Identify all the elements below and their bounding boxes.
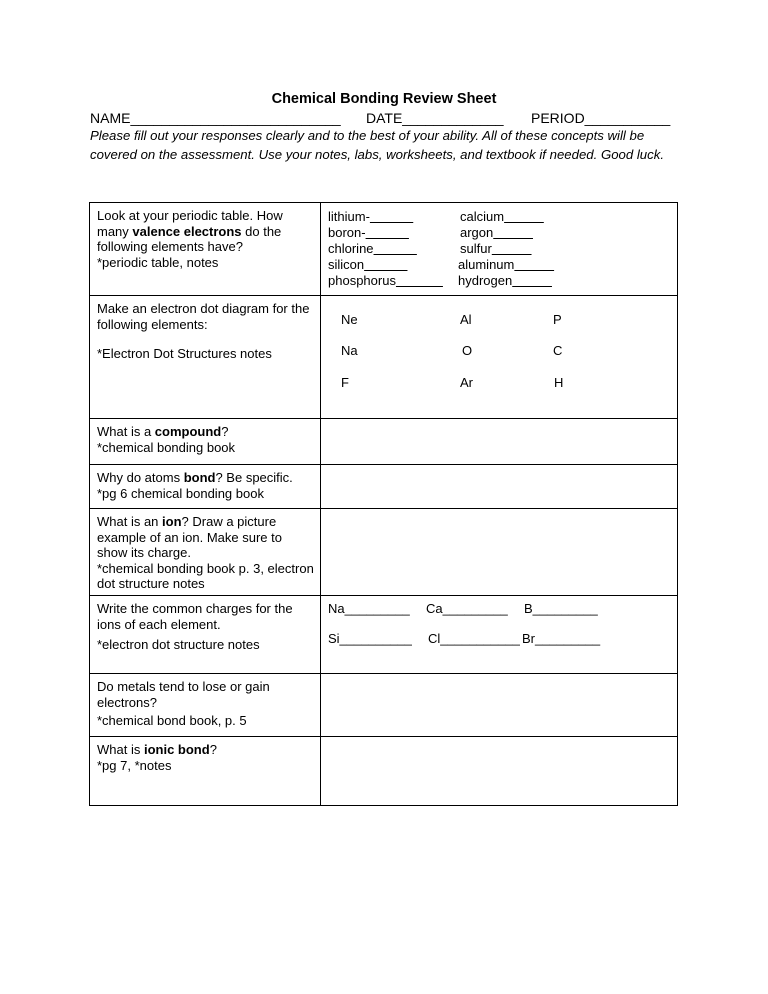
blank-argon[interactable]: argon bbox=[460, 225, 494, 240]
answer-cell[interactable] bbox=[321, 737, 678, 806]
blank-boron[interactable]: boron- bbox=[328, 225, 366, 240]
blank-aluminum[interactable]: aluminum bbox=[458, 257, 515, 272]
answer-cell[interactable] bbox=[321, 419, 678, 465]
blank-lithium[interactable]: lithium- bbox=[328, 209, 370, 224]
charge-blank-br[interactable]: Br_________ bbox=[522, 631, 601, 646]
reference-note: *chemical bond book, p. 5 bbox=[97, 713, 247, 729]
answer-cell[interactable] bbox=[321, 509, 678, 596]
answer-cell[interactable] bbox=[321, 203, 678, 296]
question-row-ion bbox=[90, 509, 678, 596]
question-cell bbox=[90, 419, 321, 465]
blank-calcium[interactable]: calcium bbox=[460, 209, 505, 224]
question-cell bbox=[90, 203, 321, 296]
charge-blank-ca[interactable]: Ca_________ bbox=[426, 601, 508, 616]
reference-note: *pg 6 chemical bonding book bbox=[97, 485, 264, 501]
charge-blank-b[interactable]: B_________ bbox=[524, 601, 598, 616]
answer-cell[interactable] bbox=[321, 296, 678, 419]
reference-note: *pg 7, *notes bbox=[97, 757, 172, 773]
blank-chlorine[interactable]: chlorine bbox=[328, 241, 374, 256]
question-text: What is ionic bond? *pg 7, *notes bbox=[97, 742, 217, 773]
question-row-charges bbox=[90, 596, 678, 674]
charge-blank-na[interactable]: Na_________ bbox=[328, 601, 410, 616]
reference-note: *periodic table, notes bbox=[97, 254, 219, 270]
reference-note: *chemical bonding book p. 3, electron dot structure notes bbox=[97, 560, 314, 592]
question-cell bbox=[90, 465, 321, 509]
question-text: What is an ion? Draw a picture example of an ion. Make sure to show its charge. *chemical bonding book p. 3, electron dot structure notes bbox=[97, 514, 314, 592]
question-cell bbox=[90, 596, 321, 674]
blank-silicon[interactable]: silicon bbox=[328, 257, 365, 272]
element-label: Ne bbox=[341, 312, 358, 327]
charge-blank-cl[interactable]: Cl___________ bbox=[428, 631, 520, 646]
question-row-electron-dot bbox=[90, 296, 678, 419]
question-row-ionic-bond bbox=[90, 737, 678, 806]
answer-cell[interactable] bbox=[321, 465, 678, 509]
name-field[interactable]: NAME___________________________ bbox=[90, 110, 341, 126]
question-cell bbox=[90, 737, 321, 806]
question-text: Why do atoms bond? Be specific. *pg 6 chemical bonding book bbox=[97, 470, 293, 501]
element-label: Na bbox=[341, 343, 358, 358]
element-label: C bbox=[553, 343, 563, 358]
question-cell bbox=[90, 296, 321, 419]
reference-note: *electron dot structure notes bbox=[97, 637, 260, 653]
instructions: Please fill out your responses clearly and to the best of your ability. All of these concepts will be covered on the assessment. Use your notes, labs, worksheets, and textbook if needed. Good luck. bbox=[90, 128, 664, 162]
blank-phosphorus[interactable]: phosphorus bbox=[328, 273, 396, 288]
question-text: Write the common charges for the ions of each element. bbox=[97, 601, 293, 632]
element-label: F bbox=[341, 375, 349, 390]
blank-sulfur[interactable]: sulfur bbox=[460, 241, 492, 256]
answer-cell[interactable] bbox=[321, 596, 678, 674]
element-label: Al bbox=[460, 312, 472, 327]
question-row-bond bbox=[90, 465, 678, 509]
date-field[interactable]: DATE_____________ bbox=[366, 110, 504, 126]
question-text: Make an electron dot diagram for the following elements: bbox=[97, 301, 310, 332]
page-title: Chemical Bonding Review Sheet bbox=[271, 91, 497, 107]
reference-note: *Electron Dot Structures notes bbox=[97, 346, 272, 362]
question-cell bbox=[90, 674, 321, 737]
question-text: What is a compound? *chemical bonding book bbox=[97, 424, 236, 455]
question-text: Look at your periodic table. How many valence electrons do the following elements have? *periodic table, notes bbox=[97, 208, 283, 270]
question-row-valence bbox=[90, 203, 678, 296]
question-row-metals bbox=[90, 674, 678, 737]
element-label: H bbox=[554, 375, 564, 390]
answer-cell[interactable] bbox=[321, 674, 678, 737]
element-label: O bbox=[462, 343, 473, 358]
charge-blank-si[interactable]: Si__________ bbox=[328, 631, 412, 646]
question-row-compound bbox=[90, 419, 678, 465]
period-field[interactable]: PERIOD___________ bbox=[531, 110, 671, 126]
review-table bbox=[89, 202, 678, 806]
element-label: P bbox=[553, 312, 562, 327]
question-text: Do metals tend to lose or gain electrons? bbox=[97, 679, 270, 710]
question-cell bbox=[90, 509, 321, 596]
element-label: Ar bbox=[460, 375, 473, 390]
blank-hydrogen[interactable]: hydrogen bbox=[458, 273, 513, 288]
reference-note: *chemical bonding book bbox=[97, 439, 236, 455]
